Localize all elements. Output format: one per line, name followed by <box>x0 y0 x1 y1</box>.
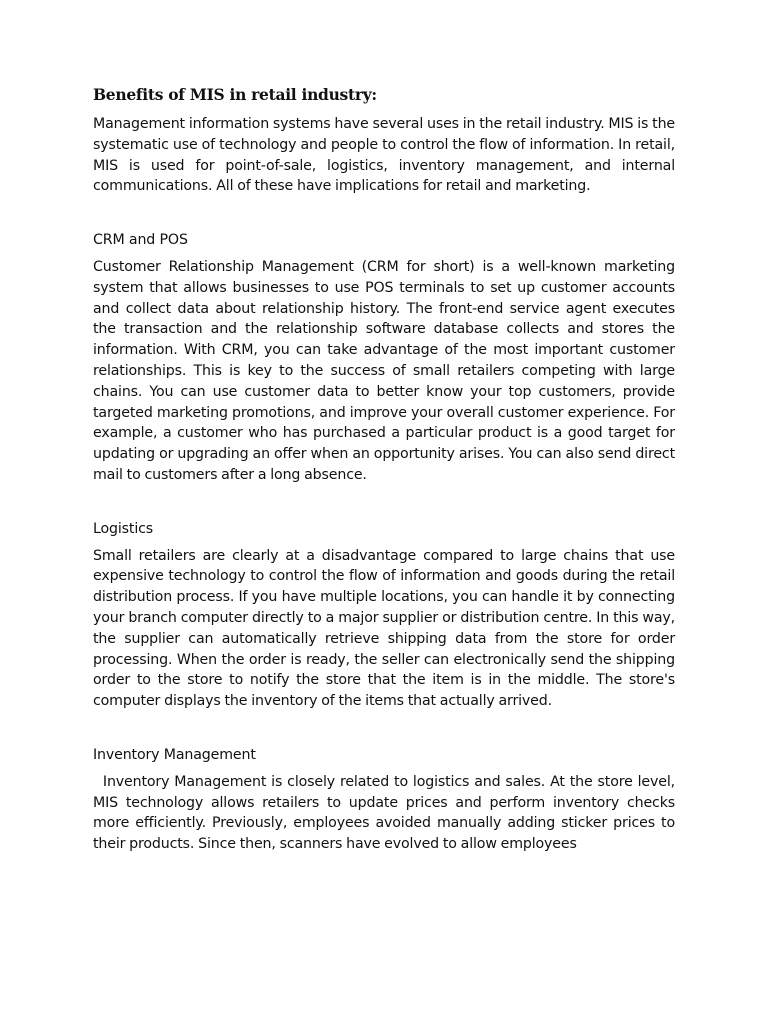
section-body-inventory-management: Inventory Management is closely related to logistics and sales. At the store level, MIS technology allows retailers to update prices and perform inventory checks more efficiently. Previously, employees avoided manually adding sticker prices to their products. Since then, scanners have evolved to allow employees <box>93 773 675 853</box>
section-heading-inventory-management: Inventory Management <box>93 746 256 763</box>
section-inventory-management <box>93 745 675 855</box>
document-page <box>93 85 675 855</box>
document-title: Benefits of MIS in retail industry: <box>93 85 377 104</box>
section-logistics <box>93 519 675 712</box>
intro-paragraph: Management information systems have several uses in the retail industry. MIS is the systematic use of technology and people to control the flow of information. In retail, MIS is used for point-of-sale, logistics, inventory management, and internal communications. All of these have implications for retail and marketing. <box>93 116 675 195</box>
section-crm-pos <box>93 230 675 486</box>
section-body-logistics: Small retailers are clearly at a disadvantage compared to large chains that use expensive technology to control the flow of information and goods during the retail distribution process. If you have multiple locations, you can handle it by connecting your branch computer directly to a major supplier or distribution centre. In this way, the supplier can automatically retrieve shipping data from the store for order processing. When the order is ready, the seller can electronically send the shipping order to the store to notify the store that the item is in the middle. The store's computer displays the inventory of the items that actually arrived. <box>93 547 675 710</box>
section-heading-logistics: Logistics <box>93 520 154 537</box>
section-body-crm-pos: Customer Relationship Management (CRM for short) is a well-known marketing system that allows businesses to use POS terminals to set up customer accounts and collect data about relationship history. The front-end service agent executes the transaction and the relationship software database collects and stores the information. With CRM, you can take advantage of the most important customer relationships. This is key to the success of small retailers competing with large chains. You can use customer data to better know your top customers, provide targeted marketing promotions, and improve your overall customer experience. For example, a customer who has purchased a particular product is a good target for updating or upgrading an offer when an opportunity arises. You can also send direct mail to customers after a long absence. <box>93 258 675 483</box>
section-heading-crm-pos: CRM and POS <box>93 232 188 249</box>
